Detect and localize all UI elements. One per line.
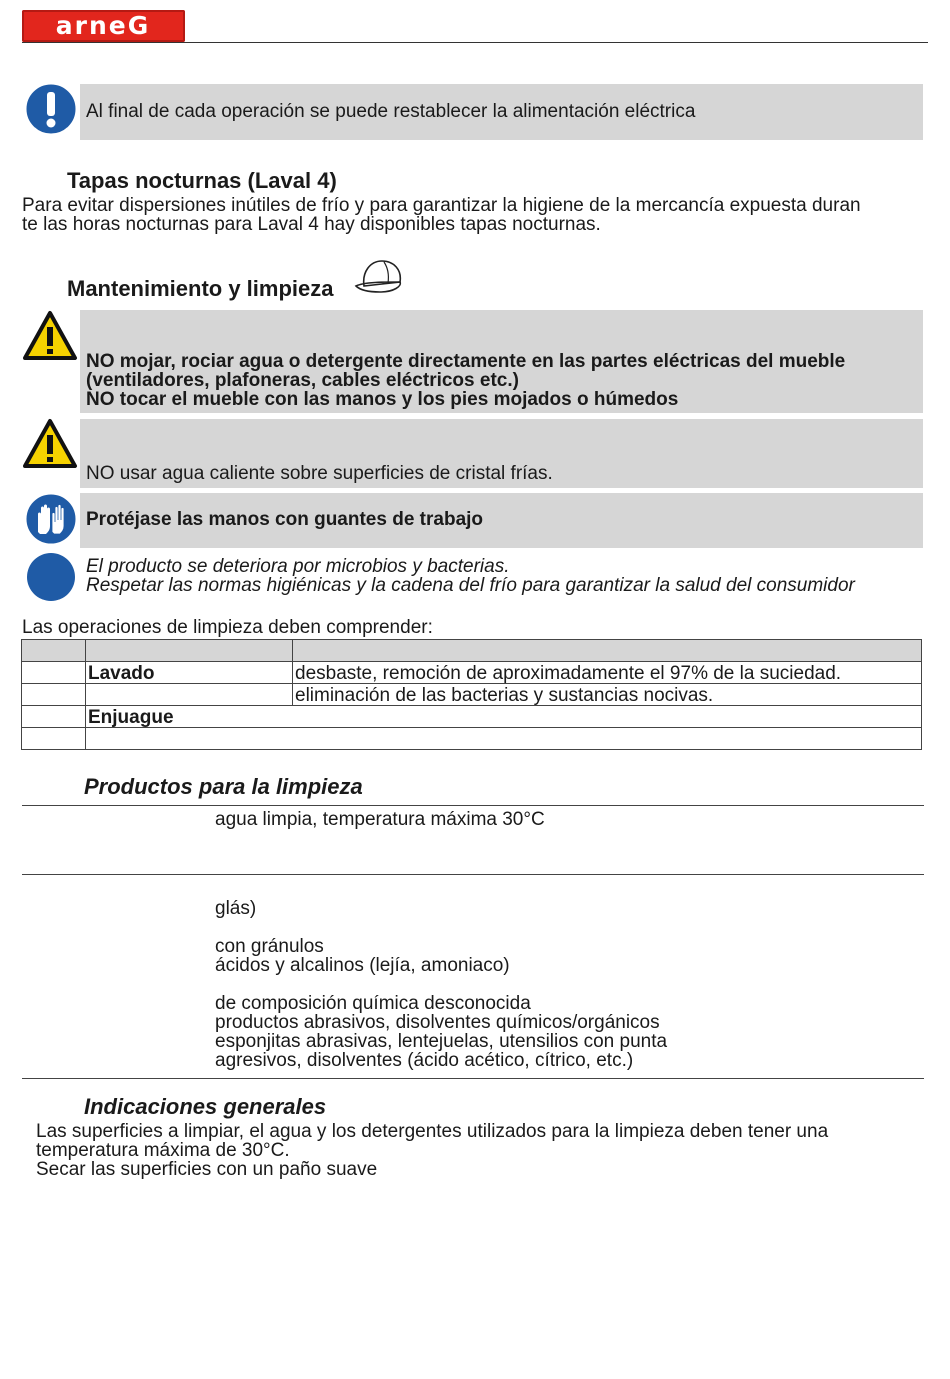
products-item: agua limpia, temperatura máxima 30°C (215, 809, 545, 830)
section-title-products: Productos para la limpieza (84, 774, 363, 799)
table-cell (22, 662, 86, 684)
products-item: esponjitas abrasivas, lentejuelas, utensilios con punta (215, 1031, 668, 1052)
cap-icon (354, 256, 406, 298)
warning1-line-3: NO tocar el mueble con las manos y los pies mojados o húmedos (86, 389, 679, 410)
general-line-1: Las superficies a limpiar, el agua y los detergentes utilizados para la limpieza deben tener una (36, 1121, 829, 1142)
warning-triangle-icon (22, 418, 78, 470)
table-cell (86, 640, 293, 662)
table-cell: Lavado (86, 662, 293, 684)
exclamation-icon (24, 82, 78, 136)
section-title-maintenance: Mantenimiento y limpieza (67, 276, 334, 301)
products-rule-top (22, 805, 924, 806)
table-row (22, 706, 922, 728)
arneg-logo (22, 10, 185, 42)
products-item: productos abrasivos, disolventes químicos/orgánicos (215, 1012, 660, 1033)
hygiene-line-1: El producto se deteriora por microbios y bacterias. (86, 556, 510, 577)
hygiene-icon (26, 552, 76, 602)
night-covers-line-1: Para evitar dispersiones inútiles de frío y para garantizar la higiene de la mercancía expuesta duran (22, 195, 861, 216)
table-cell (22, 706, 86, 728)
operations-table (21, 639, 922, 750)
gloves-icon (24, 492, 78, 546)
table-cell: desbaste, remoción de aproximadamente el 97% de la suciedad. (293, 662, 922, 684)
hygiene-line-2: Respetar las normas higiénicas y la cadena del frío para garantizar la salud del consumidor (86, 575, 855, 596)
section-title-night-covers: Tapas nocturnas (Laval 4) (67, 168, 337, 193)
products-item: ácidos y alcalinos (lejía, amoniaco) (215, 955, 510, 976)
header-rule (22, 42, 928, 43)
products-item: glás) (215, 898, 257, 919)
products-rule-middle (22, 874, 924, 875)
table-cell (293, 640, 922, 662)
warning-triangle-icon (22, 310, 78, 362)
operations-intro: Las operaciones de limpieza deben comprender: (22, 617, 433, 638)
warning2-text: NO usar agua caliente sobre superficies de cristal frías. (86, 463, 553, 484)
warning1-line-2: (ventiladores, plafoneras, cables eléctricos etc.) (86, 370, 519, 391)
table-cell (22, 640, 86, 662)
table-row (22, 684, 922, 706)
table-cell: Enjuague (86, 706, 922, 728)
table-cell (22, 728, 86, 750)
notice-text: Al final de cada operación se puede restablecer la alimentación eléctrica (86, 101, 696, 122)
table-row (22, 728, 922, 750)
table-cell: eliminación de las bacterias y sustancias nocivas. (293, 684, 922, 706)
table-row (22, 662, 922, 684)
table-cell (22, 684, 86, 706)
products-rule-bottom (22, 1078, 924, 1079)
table-cell (86, 728, 922, 750)
section-title-general: Indicaciones generales (84, 1094, 327, 1119)
table-cell (86, 684, 293, 706)
products-item: agresivos, disolventes (ácido acético, cítrico, etc.) (215, 1050, 634, 1071)
table-row (22, 640, 922, 662)
warning1-line-1: NO mojar, rociar agua o detergente directamente en las partes eléctricas del mueble (86, 351, 846, 372)
gloves-text: Protéjase las manos con guantes de trabajo (86, 509, 484, 530)
products-item: de composición química desconocida (215, 993, 531, 1014)
logo-text: arneG (55, 11, 151, 40)
general-line-2: temperatura máxima de 30°C. (36, 1140, 290, 1161)
products-item: con gránulos (215, 936, 324, 957)
night-covers-line-2: te las horas nocturnas para Laval 4 hay disponibles tapas nocturnas. (22, 214, 601, 235)
general-line-3: Secar las superficies con un paño suave (36, 1159, 378, 1180)
